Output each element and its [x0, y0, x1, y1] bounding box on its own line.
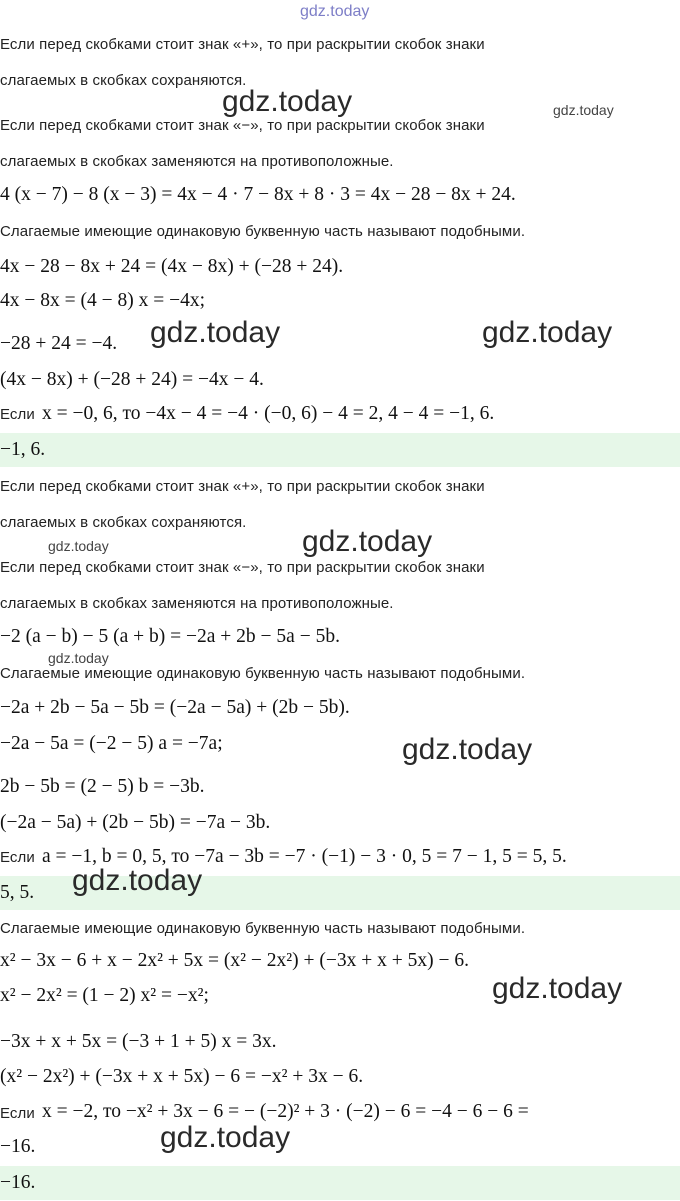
watermark: gdz.today [300, 3, 370, 20]
expand-equation: −2 (a − b) − 5 (a + b) = −2a + 2b − 5a − 5b. [0, 626, 340, 647]
substitution-label: Если [0, 406, 35, 423]
answer-value: 5, 5. [0, 882, 35, 903]
substitution-label: Если [0, 1105, 35, 1122]
step-b-terms: 2b − 5b = (2 − 5) b = −3b. [0, 776, 205, 797]
step-x-terms: 4x − 8x = (4 − 8) x = −4x; [0, 290, 206, 311]
watermark: gdz.today [222, 85, 353, 118]
step-x-terms: −3x + x + 5x = (−3 + 1 + 5) x = 3x. [0, 1031, 277, 1052]
rule-plus-line2: слагаемых в скобках сохраняются. [0, 72, 247, 89]
grouping-equation: x² − 3x − 6 + x − 2x² + 5x = (x² − 2x²) + (−3x + x + 5x) − 6. [0, 950, 469, 971]
watermark: gdz.today [482, 316, 613, 349]
step-result: (−2a − 5a) + (2b − 5b) = −7a − 3b. [0, 812, 271, 833]
watermark: gdz.today [72, 864, 203, 897]
rule-minus-line2: слагаемых в скобках заменяются на противоположные. [0, 153, 394, 170]
answer-box [0, 1166, 680, 1200]
watermark: gdz.today [492, 972, 623, 1005]
step-result: (4x − 8x) + (−28 + 24) = −4x − 4. [0, 369, 264, 390]
rule-plus-line1: Если перед скобками стоит знак «+», то при раскрытии скобок знаки [0, 36, 485, 53]
substitution-equation: x = −0, 6, то −4x − 4 = −4 · (−0, 6) − 4 = 2, 4 − 4 = −1, 6. [42, 403, 495, 424]
rule-plus-line2: слагаемых в скобках сохраняются. [0, 514, 247, 531]
step-a-terms: −2a − 5a = (−2 − 5) a = −7a; [0, 733, 223, 754]
like-terms-definition: Слагаемые имеющие одинаковую буквенную часть называют подобными. [0, 223, 526, 240]
watermark: gdz.today [402, 733, 533, 766]
like-terms-definition: Слагаемые имеющие одинаковую буквенную часть называют подобными. [0, 920, 526, 937]
substitution-equation: a = −1, b = 0, 5, то −7a − 3b = −7 · (−1) − 3 · 0, 5 = 7 − 1, 5 = 5, 5. [42, 846, 567, 867]
answer-value: −16. [0, 1172, 36, 1193]
substitution-result: −16. [0, 1136, 36, 1157]
watermark: gdz.today [48, 650, 109, 666]
watermark: gdz.today [48, 538, 109, 554]
substitution-label: Если [0, 849, 35, 866]
rule-minus-line1: Если перед скобками стоит знак «−», то при раскрытии скобок знаки [0, 559, 485, 576]
watermark: gdz.today [553, 102, 614, 118]
watermark: gdz.today [150, 316, 281, 349]
rule-minus-line2: слагаемых в скобках заменяются на противоположные. [0, 595, 394, 612]
like-terms-definition: Слагаемые имеющие одинаковую буквенную часть называют подобными. [0, 665, 526, 682]
watermark: gdz.today [302, 525, 433, 558]
grouping-equation: −2a + 2b − 5a − 5b = (−2a − 5a) + (2b − 5b). [0, 697, 350, 718]
rule-minus-line1: Если перед скобками стоит знак «−», то при раскрытии скобок знаки [0, 117, 485, 134]
watermark: gdz.today [160, 1121, 291, 1154]
answer-value: −1, 6. [0, 439, 46, 460]
grouping-equation: 4x − 28 − 8x + 24 = (4x − 8x) + (−28 + 24). [0, 256, 344, 277]
expand-equation: 4 (x − 7) − 8 (x − 3) = 4x − 4 · 7 − 8x + 8 · 3 = 4x − 28 − 8x + 24. [0, 184, 516, 205]
substitution-equation: x = −2, то −x² + 3x − 6 = − (−2)² + 3 · (−2) − 6 = −4 − 6 − 6 = [42, 1101, 529, 1122]
answer-box [0, 433, 680, 467]
step-constants: −28 + 24 = −4. [0, 333, 118, 354]
rule-plus-line1: Если перед скобками стоит знак «+», то при раскрытии скобок знаки [0, 478, 485, 495]
step-x-squared-terms: x² − 2x² = (1 − 2) x² = −x²; [0, 985, 209, 1006]
step-result: (x² − 2x²) + (−3x + x + 5x) − 6 = −x² + 3x − 6. [0, 1066, 364, 1087]
